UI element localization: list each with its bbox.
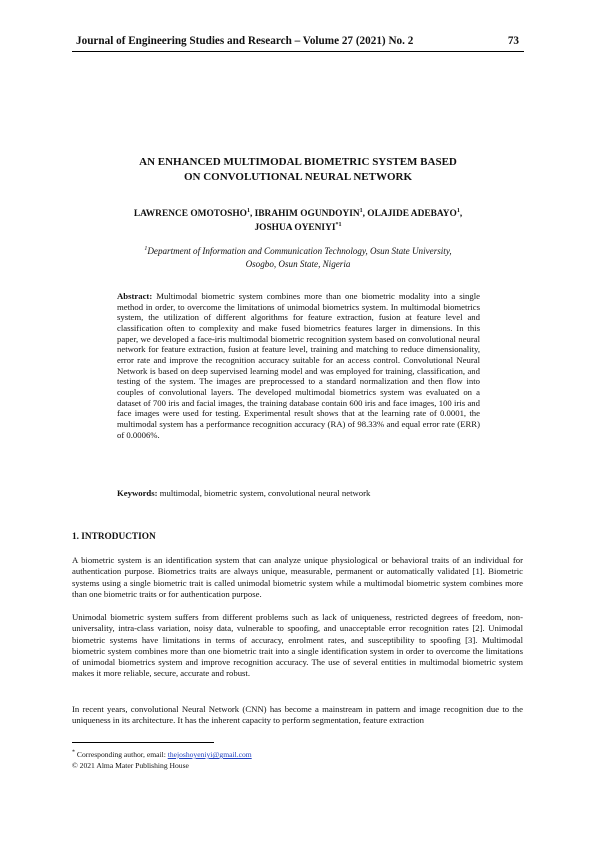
- author-name: OLAJIDE ADEBAYO: [367, 209, 457, 219]
- author-list: [72, 207, 524, 235]
- author-affiliation-mark: *1: [335, 221, 342, 228]
- body-paragraph: A biometric system is an identification system that can analyze unique physiological or behavioral traits of an individual for authentication purpose. Biometrics traits are always unique, measurable, permanent or automatically validated [1]. Biometric systems using a single biometric trait is called unimodal biometric system while a multimodal biometric system combines more than one biometric traits or for authentication purpose.: [72, 555, 523, 599]
- author-name: LAWRENCE OMOTOSHO: [133, 209, 247, 219]
- footnote-marker: *: [72, 749, 75, 756]
- abstract-text: Multimodal biometric system combines more than one biometric modality into a single method in order, to overcome the limitations of unimodal biometrics system. In multimodal biometrics system, the utilization of different algorithms for feature extraction, fusion at feature level and classification often to complexity and make fused biometrics features larger in dimensions. In this paper, we developed a face-iris multimodal biometric recognition system based on convolutional neural network for feature extraction, fusion at feature level, training and matching to reduce dimensionality, error rate and improve the recognition accuracy suitable for an access control. Convolutional Neural Network is based on deep supervised learning model and was employed for training, classification, and testing of the system. The images are preprocessed to a standard normalization and then flow into couples of convolutional layers. The developed multimodal biometrics system was evaluated on a dataset of 700 iris and facial images, the training database contain 600 iris and face images, 100 iris and face images were used for testing. Experimental result shows that at the learning rate of 0.0001, the multimodal system has a performance recognition accuracy (RA) of 98.33% and equal error rate (ERR) of 0.0006%.: [117, 291, 480, 440]
- affiliation-text: Department of Information and Communication Technology, Osun State University,: [147, 246, 452, 256]
- abstract: [117, 291, 480, 440]
- author-separator: ,: [249, 209, 255, 219]
- title-line: ON CONVOLUTIONAL NEURAL NETWORK: [183, 171, 413, 183]
- author-line: [72, 207, 524, 221]
- author-separator: ,: [362, 209, 368, 219]
- title-line: AN ENHANCED MULTIMODAL BIOMETRIC SYSTEM BASED: [139, 156, 457, 168]
- author-separator: ,: [459, 209, 463, 219]
- running-header: [76, 35, 519, 47]
- footnote-rule: [72, 742, 214, 743]
- affiliation-mark: 1: [144, 245, 148, 252]
- author-affiliation-mark: 1: [456, 207, 460, 214]
- footnote: [72, 750, 524, 771]
- footnote-text: Corresponding author, email:: [75, 750, 168, 759]
- keywords-label: Keywords:: [117, 488, 158, 498]
- affiliation-line: Osogbo, Osun State, Nigeria: [245, 259, 351, 269]
- abstract-label: Abstract:: [117, 291, 153, 301]
- author-affiliation-mark: 1: [359, 207, 363, 214]
- keywords: [117, 488, 480, 499]
- journal-name: Journal of Engineering Studies and Research – Volume 27 (2021) No. 2: [76, 35, 414, 47]
- section-heading: 1. INTRODUCTION: [72, 532, 156, 542]
- body-paragraph: In recent years, convolutional Neural Network (CNN) has become a mainstream in pattern and image recognition due to the uniqueness in its architecture. It has the inherent capacity to perform segmentation, feature extraction: [72, 704, 523, 726]
- body-paragraph: Unimodal biometric system suffers from different problems such as lack of uniqueness, restricted degrees of freedom, non-universality, intra-class variation, noisy data, vulnerable to spoofing, and unacceptable error recognition rates [2]. Unimodal biometric systems have limitations in terms of accuracy, enrolment rates, and susceptibility to spoofing [3]. Multimodal biometric system combines more than one biometric trait into a single identification system in order to overcome the limitations of unimodal biometrics system and improve recognition accuracy. The use of several entities in multimodal biometric system makes it more reliable, secure, accurate and robust.: [72, 612, 523, 679]
- author-line: [72, 221, 524, 235]
- copyright-line: © 2021 Alma Mater Publishing House: [72, 760, 189, 770]
- header-rule: [72, 51, 524, 52]
- author-name: JOSHUA OYENIYI: [254, 223, 336, 233]
- affiliation-line: [72, 245, 524, 258]
- page-number: 73: [507, 35, 519, 47]
- corresponding-email-link[interactable]: thejoshoyeniyi@gmail.com: [167, 750, 252, 759]
- paper-title: [72, 155, 524, 185]
- author-affiliation-mark: 1: [246, 207, 250, 214]
- author-name: IBRAHIM OGUNDOYIN: [254, 209, 360, 219]
- affiliation: [72, 245, 524, 271]
- footnote-line: [72, 750, 524, 761]
- keywords-text: multimodal, biometric system, convolutional neural network: [159, 488, 371, 498]
